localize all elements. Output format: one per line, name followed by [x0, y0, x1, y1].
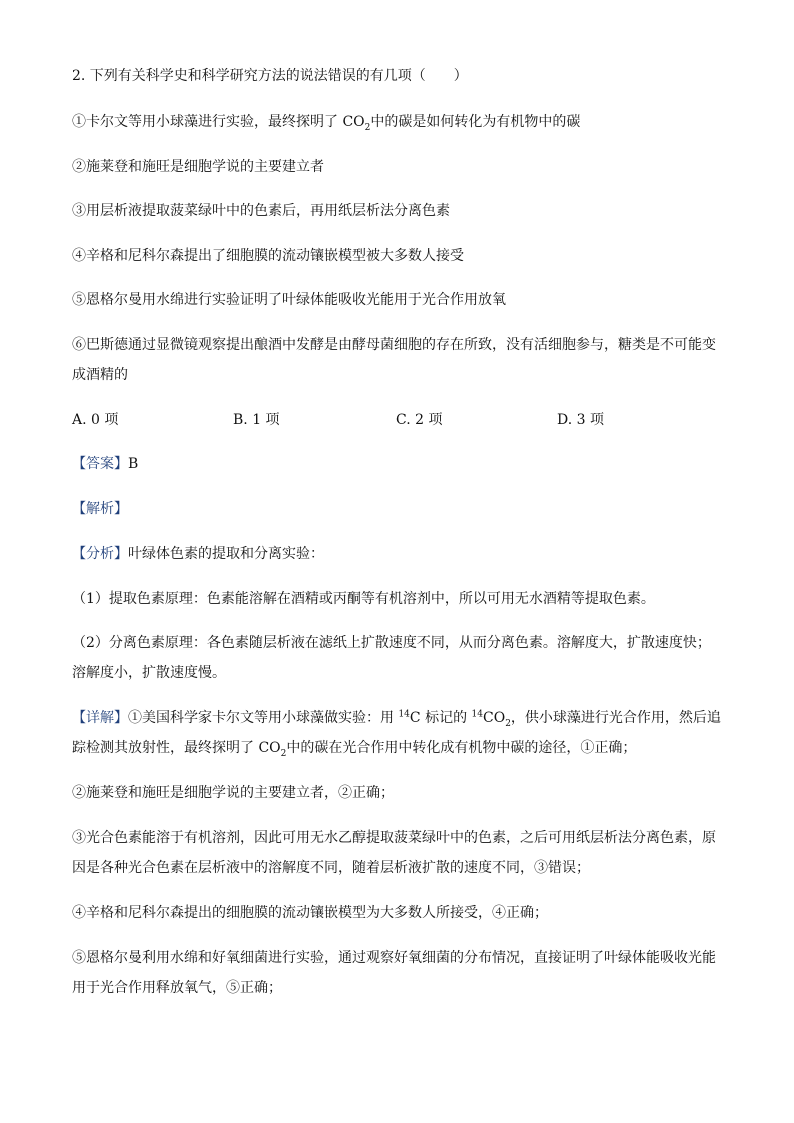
option-d: D. 3 项: [557, 412, 604, 428]
question-stem: 2. 下列有关科学史和科学研究方法的说法错误的有几项（ ）: [72, 68, 468, 84]
fenxi-point-2-line-1: （2）分离色素原理：各色素随层析液在滤纸上扩散速度不同，从而分离色素。溶解度大，扩散速度快；: [72, 635, 711, 651]
detail-1-line-2: 踪检测其放射性，最终探明了 $CO_2$中的碳在光合作用中转化成有机物中碳的途径，①正确；: [72, 740, 637, 759]
detail-3-line-2: 因是各种光合色素在层析液中的溶解度不同，随着层析液扩散的速度不同，③错误；: [72, 860, 590, 876]
detail-5-line-1: ⑤恩格尔曼利用水绵和好氧细菌进行实验，通过观察好氧细菌的分布情况，直接证明了叶绿体能吸收光能: [72, 950, 716, 966]
answer-label: 【答案】: [72, 456, 128, 472]
statement-4: ④辛格和尼科尔森提出了细胞膜的流动镶嵌模型被大多数人接受: [72, 248, 464, 264]
statement-6-line-2: 成酒精的: [72, 367, 128, 383]
detail-1-line-1: 【详解】①美国科学家卡尔文等用小球藻做实验：用 $^{14}$C 标记的 $^{14}CO_2$，供小球藻进行光合作用，然后追: [72, 709, 721, 729]
answer: [72, 455, 732, 473]
option-b: B. 1 项: [233, 412, 280, 428]
option-c: C. 2 项: [396, 412, 443, 428]
detail-3-line-1: ③光合色素能溶于有机溶剂，因此可用无水乙醇提取菠菜绿叶中的色素，之后可用纸层析法分离色素，原: [72, 830, 716, 846]
answer-value: B: [128, 456, 139, 472]
analysis-label: 【解析】: [72, 501, 128, 517]
statement-2: ②施莱登和施旺是细胞学说的主要建立者: [72, 159, 324, 175]
detail-2: ②施莱登和施旺是细胞学说的主要建立者，②正确；: [72, 785, 394, 801]
detail-5-line-2: 用于光合作用释放氧气，⑤正确；: [72, 980, 282, 996]
statement-6-line-1: ⑥巴斯德通过显微镜观察提出酿酒中发酵是由酵母菌细胞的存在所致，没有活细胞参与，糖类是不可能变: [72, 337, 716, 353]
fenxi-heading: 【分析】叶绿体色素的提取和分离实验：: [72, 546, 324, 562]
fenxi-point-1: （1）提取色素原理：色素能溶解在酒精或丙酮等有机溶剂中，所以可用无水酒精等提取色素。: [72, 591, 655, 607]
statement-3: ③用层析液提取菠菜绿叶中的色素后，再用纸层析法分离色素: [72, 203, 450, 219]
fenxi-point-2-line-2: 溶解度小，扩散速度慢。: [72, 665, 226, 681]
option-a: A. 0 项: [72, 412, 119, 428]
detail-4: ④辛格和尼科尔森提出的细胞膜的流动镶嵌模型为大多数人所接受，④正确；: [72, 905, 548, 921]
statement-1: ①卡尔文等用小球藻进行实验，最终探明了 $CO_2$中的碳是如何转化为有机物中的碳: [72, 114, 581, 133]
statement-5: ⑤恩格尔曼用水绵进行实验证明了叶绿体能吸收光能用于光合作用放氧: [72, 292, 506, 308]
